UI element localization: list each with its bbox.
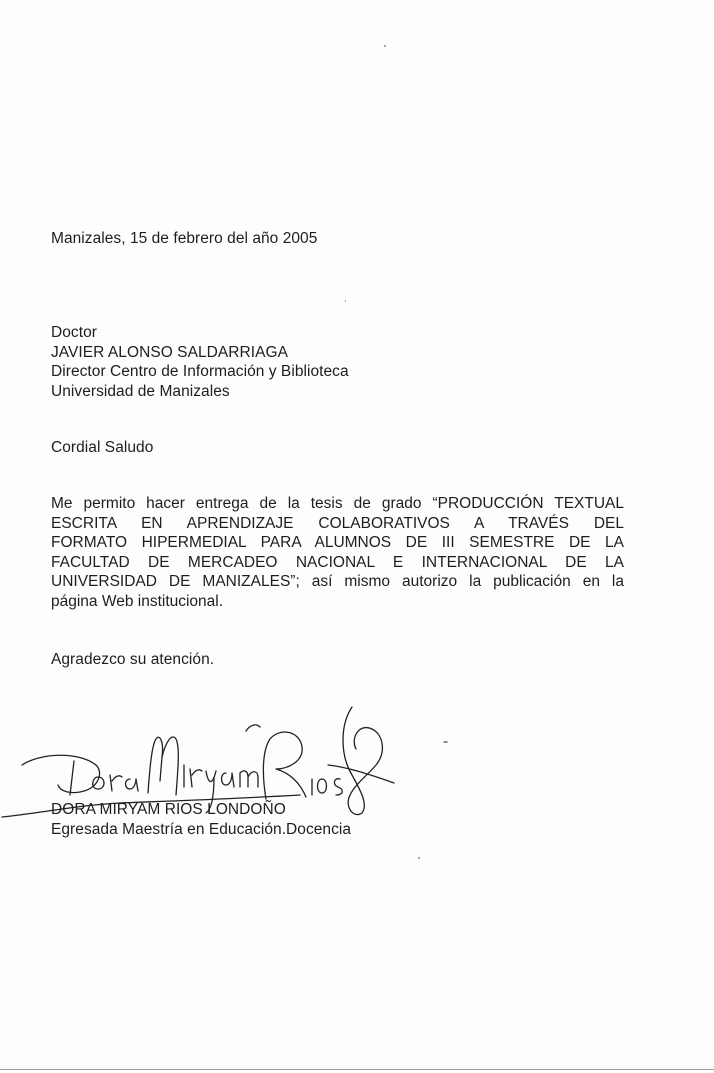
date-line: Manizales, 15 de febrero del año 2005 [51, 230, 318, 247]
recipient-title: Doctor [51, 324, 97, 341]
scan-speck [443, 741, 448, 743]
body-paragraph [51, 494, 624, 612]
recipient-name: JAVIER ALONSO SALDARRIAGA [51, 343, 288, 361]
scan-bottom-edge [0, 1069, 714, 1070]
signer-role: Egresada Maestría en Educación.Docencia [51, 821, 352, 838]
recipient-block [51, 323, 349, 401]
body-line: Me permito hacer entrega de la tesis de grado “PRODUCCIÓN TEXTUAL [51, 495, 624, 512]
body-line: UNIVERSIDAD DE MANIZALES”; así mismo autorizo la publicación en la [51, 573, 624, 591]
body-line: FACULTAD DE MERCADEO NACIONAL E INTERNACIONAL DE LA [51, 553, 624, 571]
scan-speck [384, 45, 386, 47]
greeting: Cordial Saludo [51, 439, 154, 456]
closing: Agradezco su atención. [51, 651, 215, 668]
scan-speck [418, 857, 420, 859]
recipient-institution: Universidad de Manizales [51, 382, 230, 400]
body-line: FORMATO HIPERMEDIAL PARA ALUMNOS DE III SEMESTRE DE LA [51, 534, 624, 552]
body-line: página Web institucional. [51, 592, 224, 610]
signer-name: DORA MIRYAM RIOS LONDOÑO [51, 801, 286, 818]
scan-speck [345, 300, 346, 302]
recipient-position: Director Centro de Información y Biblioteca [51, 363, 349, 380]
body-line: ESCRITA EN APRENDIZAJE COLABORATIVOS A TRAVÉS DEL [51, 514, 624, 532]
